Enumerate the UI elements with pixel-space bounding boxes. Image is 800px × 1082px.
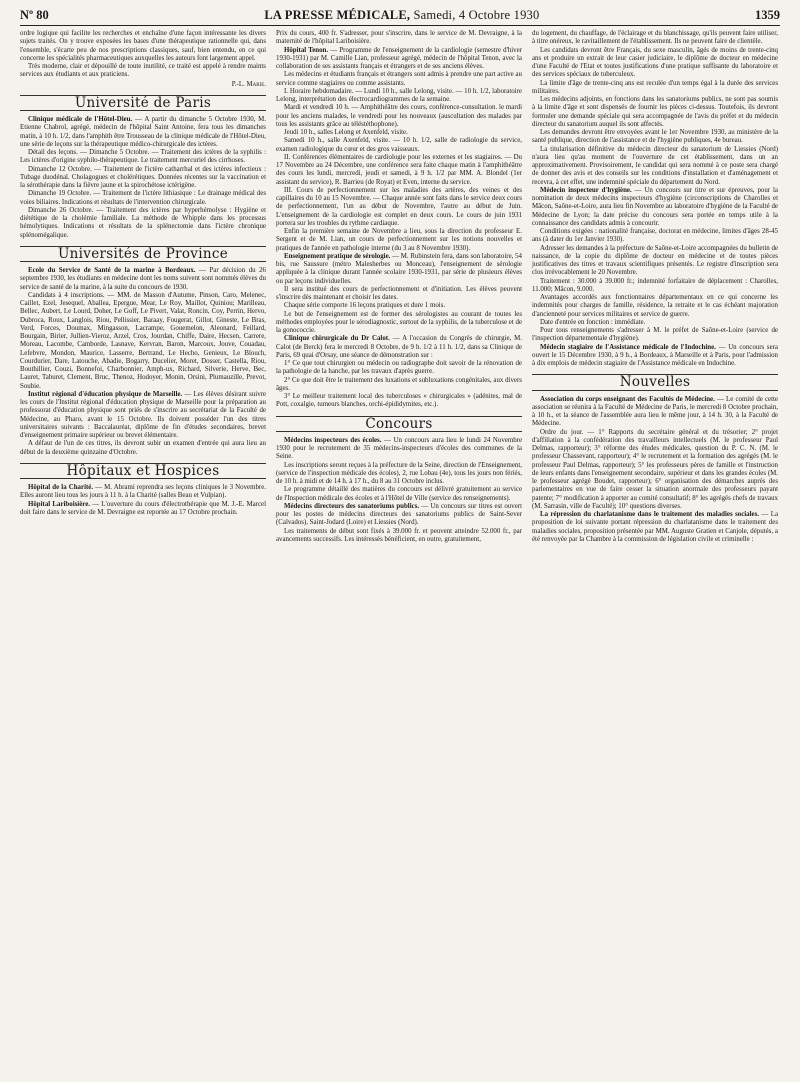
section-heading: Concours xyxy=(276,416,522,432)
item-text: — L'ouverture du cours d'électrothérapie que M. J.-E. Marcel doit faire dans le service de M. Devraigne est reportée au 17 Octobre prochain. xyxy=(20,500,266,516)
item-text: I. Horaire hebdomadaire. — Lundi 10 h., salle Lelong, visite. — 10 h. 1/2, laboratoire Lelong, interprétation des électrocardiogrammes de la semaine. xyxy=(276,87,522,103)
item-title: Médecins inspecteurs des écoles. xyxy=(284,436,382,444)
item-text: 1° Ce que tout chirurgien ou médecin ou radiographe doit savoir de la rénovation de la pathologie de la hanche, par les travaux d'après guerre. xyxy=(276,360,522,376)
item-title: La répression du charlatanisme dans le traitement des maladies sociales. xyxy=(540,511,759,518)
item-text: — Un concours aura lieu le lundi 24 Novembre 1930 pour le recrutement de 35 médecins-inspecteurs d'écoles des communes de la Seine. xyxy=(276,436,523,461)
item-text: Samedi 10 h., salle Axenfeld, visite. — 10 h. 1/2, salle de radiologie du service, examen radiologique du cœur et des gros vaisseaux. xyxy=(276,137,522,153)
item-text: Dimanche 12 Octobre. — Traitement de l'ictère catharrhal et des ictères infectieux : Tubage duodénal. Cholagogues et cholérétiques. Données récentes sur la vaccination et la sérothérapie dans la fièvre jaune et la spirochétose ictérigène. xyxy=(20,165,266,189)
item-text: Adresser les demandes à la préfecture de Saône-et-Loire accompagnées du bulletin de naissance, de la copie du diplôme de docteur en médecine et de toutes pièces justificatives des titres et travaux scientifiques présentés. Le registre d'inscription sera clos irrévocablement le 20 Novembre. xyxy=(532,244,778,277)
item-text: 2° Ce que doit être le traitement des luxations et subluxations congénitales, aux divers âges. xyxy=(276,376,522,392)
item-text: Les inscriptions seront reçues à la préfecture de la Seine, direction de l'Enseignement, (service de l'inspection médicale des écoles), 2, rue Lobau (4e), tous les jours non fériés, de 10 h. à midi et de 14 h. à 17 h., du 8 au 31 Octobre inclus. xyxy=(276,461,522,485)
item-text: Les candidats devront être Français, du sexe masculin, âgés de moins de trente-cinq ans et produire un extrait de leur casier judiciaire, le diplôme de docteur en médecine d'une Faculté de l'Etat et toutes justifications d'une pratique suffisante du laboratoire et des services spéciaux de tuberculeux. xyxy=(532,46,778,79)
item-text: — La proposition de loi suivante portant répression du charlatanisme dans le traitement des maladies sociales, proposition présentée par MM. Auguste Gratien et Canjole, députés, a été renvoyée par la Chambre à la commission de législation civile et criminelle : xyxy=(532,511,778,543)
item-text: Les traitements de début sont fixés à 39.000 fr. et peuvent atteindre 52.000 fr., par avancements successifs. Les intéressés bénéficient, en outre, gratuitement, xyxy=(276,527,522,543)
item-text: — A partir du dimanche 5 Octobre 1930, M. Etienne Chabrol, agrégé, médecin de l'hôpital Saint Antoine, fera tous les dimanches matin, à 10 h. 1/2, dans l'amphith être Trousseau de la clinique médicale de l'Hôtel-Dieu, une série de leçons sur la thérapeutique médico-chirurgicale des ictères. xyxy=(20,116,266,148)
item-title: Ecole du Service de Santé de la marine à Bordeaux. xyxy=(28,267,196,274)
item-text: — Un concours sera ouvert le 15 Décembre 1930, à 9 h., à Bordeaux, à Marseille et à Paris, pour l'admission à dix emplois de médecin stagiaire de l'Assistance médicale en Indochine. xyxy=(532,343,778,367)
item-text: — M. Rubinstein fera, dans son laboratoire, 54 bis, rue Saussure (métro Malesherbes ou Monceau), l'enseignement de sérologie appliquée à la clinique durant l'année scolaire 1930-1931, par série de plusieurs élèves ou par leçons individuelles. xyxy=(276,252,522,285)
issue-date: Samedi, 4 Octobre 1930 xyxy=(413,8,540,22)
item-text: Dimanche 19 Octobre. — Traitement de l'ictère lithiasique : Le drainage médical des voies biliaires. Indications et résultats de l'intervention chirurgicale. xyxy=(20,190,266,206)
item-text: Il sera institué des cours de perfectionnement et d'initiation. Les élèves peuvent s'inscrire dès maintenant et choisir les dates. xyxy=(276,285,522,301)
review-text: ordre logique qui facilite les recherches et enchaîne d'une façon intéressante les divers sujets traités. On y trouve exposées les bases d'une thérapeutique rationnelle qui, dans l'ensemble, s'écarte peu de nos prescriptions classiques, sauf, bien entendu, en ce qui concerne les spécialités pharmaceutiques auxquelles les auteurs font largement appel. xyxy=(20,30,266,62)
item-text: III. Cours de perfectionnement sur les maladies des artères, des veines et des capillaires du 10 au 15 Novembre. — Chaque année sont faits dans le service deux cours de perfectionnement, l'un au début de Novembre, l'autre au début de Juin. L'enseignement de la cardiologie est complet en deux cours. Le cours de juin 1931 portera sur les troubles du rythme cardiaque. xyxy=(276,186,522,227)
item-title: Enseignement pratique de sérologie. xyxy=(284,252,391,260)
section-heading: Nouvelles xyxy=(532,374,778,390)
item-title: Association du corps enseignant des Facultés de Médecine. xyxy=(540,395,715,403)
item-text: Jeudi 10 h., salles Lelong et Axenfeld, visite. xyxy=(284,129,408,136)
item-text: II. Conférences élémentaires de cardiologie pour les externes et les stagiaires. — Du 17 Novembre au 24 Décembre, une conférence sera faite chaque matin à l'amphithéâtre des cours les lundi, mercredi, jeudi et samedi, à 9 h. 1/2 par MM. A. Blondel (1er assistant du service), R. Barrieu (de Royat) et Even, interne du service. xyxy=(276,153,522,186)
item-text: Conditions exigées : nationalité française, doctorat en médecine, limites d'âges 28-45 ans (à dater du 1er Janvier 1930). xyxy=(532,228,778,244)
item-title: Médecin stagiaire de l'Assistance médicale de l'Indochine. xyxy=(540,343,716,351)
item-text: Chaque série comporte 16 leçons pratiques et dure 1 mois. xyxy=(284,302,446,310)
item-text: Candidats à 4 inscriptions. — MM. de Masson d'Autume, Pinson, Caro, Melenec, Caillet, Ezel, Jesequel, Aballea, Epergue, Mear, Le Roy, Maillot, Quiniou; Marilleau, Bellec, Aubert, Le Lourd, Doher, Le Goff, Le Pivert, Valat, Roncin, Coy, Perrin, Hervo, Dubroca, Roux, Langlois, Riou, Pellissier, Baraay, Fougerat, Gillot, Gineste, Le Bras, Verd, Forces, Doumax, Mingasson, Lacrampe, Gouemelon, Aleonard, Feillard, Bourgain, Birier, Jullien-Vieroz, Arzel, Cros, Jourdan, Chiffe, Daire, Hecsen, Carrere, Moreau, Lacombe, Camborde, Lasnave, Kervran, Baron, Marcoux, Jouve, Couadau, Lefebvre, Mondon, Maurice, Lasserre, Bertrand, Le Hecho, Genieux, Le Blouch, Courdurier, Dare, Latouche, Abadie, Bogarry, Ducelier, Moret, Dosser, Castella, Riou, Bouthillier, Couzi, Bonnefoi, Charbonnier, Amph-ux, Richard, Silverie, Herve, Bec, Lauret, Taburet, Clement, Bruc, Thenoz, Hodoyer, Monin, Orsini, Plumauzille, Prevot, Soubie. xyxy=(20,291,266,390)
item-text: Pour tous renseignements s'adresser à M. le préfet de Saône-et-Loire (service de l'inspection départementale d'hygiène). xyxy=(532,327,778,343)
item-title: Clinique médicale de l'Hôtel-Dieu. xyxy=(28,116,133,123)
item-text: 3° Le meilleur traitement local des tuberculoses « chirurgicales » (adénites, mal de Pott, coxalgie, tumeurs blanches, orchi-épididymites, etc.). xyxy=(276,393,522,409)
item-text: Traitement : 30.000 à 39.000 fr.; indemnité forfaitaire de déplacement : Charolles, 11.000; Mâcon, 9.000. xyxy=(532,277,778,293)
issue-number: Nº 80 xyxy=(20,8,49,22)
column-3 xyxy=(532,30,778,544)
item-title: Clinique chirurgicale du Dr Calot. xyxy=(284,335,390,343)
item-text: — Un concours sur titres est ouvert pour les postes de médecins directeurs des sanatoriums publics de Saint-Sever (Calvados), Saint-Jodard (Loire) et Liessies (Nord). xyxy=(276,502,522,527)
item-text: Date d'entrée en fonction : immédiate. xyxy=(540,318,646,326)
item-text: — Le comité de cette association se réunira à la Faculté de Médecine de Paris, le mercredi 8 Octobre prochain, à 10 h., et la séance de l'assemblée aura lieu le même jour, à 14 h. 30, à la Faculté de Médecine. xyxy=(532,395,778,428)
item-title: Hôpital de la Charité. xyxy=(28,484,94,491)
item-text: — Les élèves désirant suivre les cours de l'Institut régional d'éducation physique de Marseille pour la préparation au professorat d'éducation physique sont priés de s'inscrire au secrétariat de la Faculté de Médecine, au Pharo, avant le 15 Octobre. Ils doivent posséder l'un des titres universitaires suivants : Baccalauréat, diplôme de fin d'études secondaires, brevet d'enseignement primaire supérieur ou brevet élémentaire. xyxy=(20,390,266,439)
item-text: — M. Abrami reprendra ses leçons cliniques le 3 Novembre. Elles auront lieu tous les jours à 11 h. à la Charité (salles Beau et Vulpian). xyxy=(20,484,266,500)
item-text: Les demandes devront être envoyées avant le 1er Novembre 1930, au ministère de la santé publique, direction de l'assistance et de l'hygiène publiques, 4e bureau. xyxy=(532,129,778,145)
item-text: du logement, du chauffage, de l'éclairage et du blanchissage, qu'ils peuvent faire utiliser, à titre onéreux, le ravitaillement de l'établissement. Ils ne peuvent faire de clientèle. xyxy=(532,30,778,46)
columns xyxy=(20,30,780,544)
item-text: Ordre du jour. — 1° Rapports du secrétaire général et du trésorier; 2° projet d'affiliation à la confédération des travailleurs intellectuels (M. le professeur Paul Delmas, rapporteur); 3° réforme des études médicales, question du P. C. N. (M. le professeur Chassevant, rapporteur); 4° le recrutement et la formation des agrégés (M. le professeur Paul Delmas, rapporteur); 5° les professeurs pères de famille et l'instruction de leurs enfants dans l'enseignement secondaire, supérieur et dans les grandes écoles (M. le professeur agrégé Boudet, rapporteur); 6° organisation des démarches auprès des parlementaires en vue de faire cesser la situation anormale des professeurs payant patente; 7° modification à apporter au comité consultatif; 8° les agrégés chefs de travaux (M. Sarrasin, ville de Faculté); 10° questions diverses. xyxy=(532,428,778,510)
item-text: Les médecins et étudiants français et étrangers sont admis à prendre une part active au service comme stagiaires ou comme assistants. xyxy=(276,71,522,87)
item-text: Prix du cours, 400 fr. S'adresser, pour s'inscrire, dans le service de M. Devraigne, à la maternité de l'hôpital Lariboisière. xyxy=(276,30,522,46)
section-heading: Universités de Province xyxy=(20,246,266,262)
item-text: Dimanche 26 Octobre. — Traitement des ictères par hyperhémolyse : Hygiène et diététique de la cholémie familiale. La méthode de Whipple dans les processus hémolytiques. Indications et résultats de la splénectomie dans l'ictère chronique splénomégalique. xyxy=(20,206,266,239)
item-text: Le but de l'enseignement est de former des sérologistes au courant de toutes les méthodes employées pour le sérodiagnostic, surtout de la syphilis, de la tuberculose et de la gonococcie. xyxy=(276,310,522,334)
masthead xyxy=(264,8,539,23)
item-text: Les médecins adjoints, en fonctions dans les sanatoriums publics, ne sont pas soumis à la limite d'âge et sont dispensés de fournir les pièces ci-dessus. Toutefois, ils devront formuler une demande spéciale qui sera accompagnée de l'avis du préfet et du médecin directeur du sanatorium auquel ils sont affectés. xyxy=(532,96,778,128)
review-signature: P.-L. Marie. xyxy=(231,80,266,88)
section-heading: Université de Paris xyxy=(20,95,266,111)
item-title: Hôpital Lariboisière. xyxy=(28,500,90,508)
item-text: A défaut de l'un de ces titres, ils devront subir un examen d'entrée qui aura lieu au début de la deuxième quinzaine d'Octobre. xyxy=(20,440,266,456)
item-text: La titularisation définitive du médecin directeur du sanatorium de Liessies (Nord) n'aura lieu qu'au moment de l'ouverture de cet établissement, dans un an approximativement. Provisoirement, le candidat qui sera nommé à ce poste sera chargé de donner des avis et des conseils sur les conditions d'installation et d'aménagement et recevra, à cet effet, une indemnité spéciale du département du Nord. xyxy=(532,145,778,186)
item-title: Hôpital Tenon. xyxy=(284,46,329,54)
section-heading: Hôpitaux et Hospices xyxy=(20,463,266,479)
item-text: Le programme détaillé des matières du concours est délivré gratuitement au service de l'Inspection médicale des écoles et à l'Hôtel de Ville (service des renseignements). xyxy=(276,486,522,502)
item-text: La limite d'âge de trente-cinq ans est reculée d'un temps égal à la durée des services militaires. xyxy=(532,79,778,95)
item-text: Enfin la première semaine de Novembre a lieu, sous la direction du professeur E. Sergent et de M. Lian, un cours de perfectionnement sur les notions nouvelles et pratiques de l'année en pathologie interne (du 3 au 8 Novembre 1930). xyxy=(276,228,522,252)
item-title: Institut régional d'éducation physique de Marseille. xyxy=(28,390,183,398)
item-text: — A l'occasion du Congrès de chirurgie, M. Calot (de Berck) fera le mercredi 8 Octobre, de 9 h. 1/2 à 11 h. 1/2, dans sa Clinique de Paris, 69 quai d'Orsay, une séance de démonstration sur : xyxy=(276,335,522,359)
item-text: Mardi et vendredi 10 h. — Amphithéâtre des cours, conférence-consultation. le mardi pour les anciens malades, le vendredi pour les nouveaux (auscultation des malades par tous les assistants grâce au téléstéthophone). xyxy=(276,104,522,128)
item-text: Détail des leçons. — Dimanche 5 Octobre. — Traitement des ictères de la syphilis : Les ictères d'origine syphilo-thérapeutique. Le traitement mercuriel des cirrhoses. xyxy=(20,149,266,165)
column-2 xyxy=(276,30,522,544)
page-header xyxy=(20,8,780,26)
item-title: Médecins directeurs des sanatoriums publics. xyxy=(284,502,420,510)
item-title: Médecin inspecteur d'hygiène. xyxy=(540,186,632,194)
review-text: Très moderne, clair et dépouillé de toute inutilité, ce traité est appelé à rendre maints services aux étudiants et aux praticiens. xyxy=(20,63,266,79)
item-text: Avantages accordés aux fonctionnaires départementaux en ce qui concerne les indemnités pour charges de famille, résidence, la retraite et le cas échéant majoration d'ancienneté pour services militaires et service de guerre. xyxy=(532,294,778,318)
journal-name: LA PRESSE MÉDICALE, xyxy=(264,8,411,22)
item-text: — Par décision du 26 septembre 1930, les étudiants en médecine dont les noms suivent sont nommés élèves du service de santé de la marine, à la suite du concours de 1930. xyxy=(20,267,267,291)
item-text: — Un concours sur titre et sur épreuves, pour la nomination de deux médecins inspecteurs d'hygiène (circonscriptions de Charolles et Mâcon, Saône-et-Loire, aura lieu fin Novembre au laboratoire d'hygiène de la Faculté de Médecine de Lyon; la date précise du concours sera portée en temps utile à la connaissance des candidats admis à concourir. xyxy=(532,186,778,227)
column-1 xyxy=(20,30,266,544)
item-text: — Programme de l'enseignement de la cardiologie (semestre d'hiver 1930-1931) par M. Camille Lian, professeur agrégé, médecin de l'hôpital Tenon, avec la collaboration de ses assistants français et étrangers et de ses anciens élèves. xyxy=(276,46,522,70)
page-folio: 1359 xyxy=(755,8,780,22)
